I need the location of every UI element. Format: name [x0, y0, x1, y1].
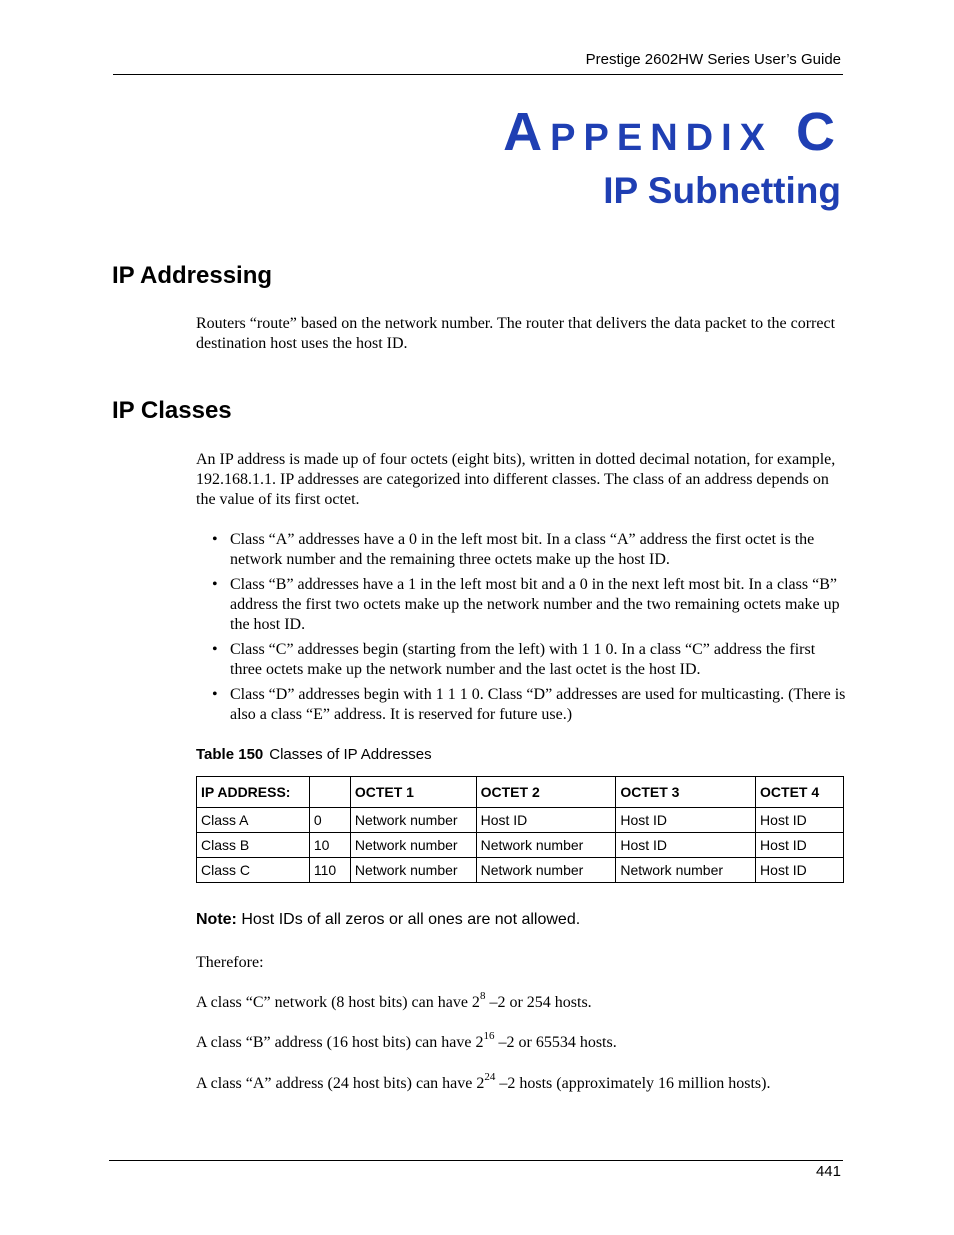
host-count-text: A class “A” address (24 host bits) can have 2	[196, 1075, 485, 1092]
bullet-class-c: • Class “C” addresses begin (starting from the left) with 1 1 0. In a class “C” address the first three octets make up the network number and the last octet is the host ID.	[196, 640, 846, 680]
table-header-cell: OCTET 4	[756, 777, 844, 808]
host-count-class-b	[196, 1029, 846, 1053]
ip-classes-table	[196, 776, 844, 883]
table-cell: Network number	[476, 858, 616, 883]
header-rule	[113, 74, 843, 75]
host-count-text: A class “C” network (8 host bits) can have 2	[196, 994, 480, 1011]
section-heading-ip-addressing: IP Addressing	[112, 262, 273, 289]
table-cell: Host ID	[616, 808, 756, 833]
host-count-exponent: 16	[483, 1029, 495, 1042]
table-cell: 0	[309, 808, 350, 833]
table-header-cell: IP ADDRESS:	[197, 777, 310, 808]
page-number: 441	[815, 1163, 841, 1180]
host-count-text: A class “B” address (16 host bits) can have 2	[196, 1034, 484, 1051]
table-cell: Host ID	[476, 808, 616, 833]
host-count-text: –2 or 254 hosts.	[485, 994, 592, 1011]
running-header: Prestige 2602HW Series User’s Guide	[585, 51, 841, 68]
appendix-label: Appendix C	[503, 102, 843, 162]
bullet-class-a: • Class “A” addresses have a 0 in the left most bit. In a class “A” address the first octet is the network number and the remaining three octets make up the host ID.	[196, 530, 846, 570]
table-row	[197, 833, 844, 858]
table-header-cell: OCTET 1	[350, 777, 476, 808]
table-cell: 10	[309, 833, 350, 858]
table-header-cell: OCTET 3	[616, 777, 756, 808]
table-caption-label: Table 150	[196, 746, 264, 763]
table-header-cell	[309, 777, 350, 808]
table-cell: Network number	[350, 858, 476, 883]
table-caption	[196, 746, 432, 763]
therefore-text: Therefore:	[196, 954, 264, 971]
section-heading-ip-classes: IP Classes	[112, 397, 232, 424]
table-cell: 110	[309, 858, 350, 883]
host-count-exponent: 8	[479, 989, 486, 1002]
note-text: Host IDs of all zeros or all ones are not allowed.	[241, 911, 581, 928]
table-cell: Host ID	[756, 833, 844, 858]
table-cell: Host ID	[756, 858, 844, 883]
host-count-class-c	[196, 989, 846, 1013]
ip-class-bullet-list	[196, 530, 846, 730]
footer-rule	[109, 1160, 843, 1161]
ip-addressing-paragraph: Routers “route” based on the network number. The router that delivers the data packet to the correct destination host uses the host ID.	[196, 315, 836, 352]
table-row	[197, 808, 844, 833]
host-count-text: –2 or 65534 hosts.	[494, 1034, 617, 1051]
bullet-class-b: • Class “B” addresses have a 1 in the left most bit and a 0 in the next left most bit. In a class “B” address the first two octets make up the network number and the two remaining octets make up the host ID.	[196, 575, 846, 635]
table-row	[197, 858, 844, 883]
table-cell: Class A	[197, 808, 310, 833]
table-caption-text: Classes of IP Addresses	[269, 746, 432, 763]
bullet-class-d: • Class “D” addresses begin with 1 1 1 0. Class “D” addresses are used for multicasting. (There is also a class “E” address. It is reserved for future use.)	[196, 685, 846, 725]
table-header-cell: OCTET 2	[476, 777, 616, 808]
table-cell: Host ID	[756, 808, 844, 833]
table-cell: Host ID	[616, 833, 756, 858]
host-count-class-a	[196, 1070, 846, 1094]
chapter-title: IP Subnetting	[603, 170, 841, 211]
table-cell: Class B	[197, 833, 310, 858]
table-cell: Network number	[616, 858, 756, 883]
table-header-row	[197, 777, 844, 808]
note-label: Note:	[196, 911, 237, 928]
ip-classes-intro-paragraph: An IP address is made up of four octets (eight bits), written in dotted decimal notation, for example, 192.168.1.1. IP addresses are categorized into different classes. The class of an address depends on the value of its first octet.	[196, 451, 836, 508]
table-cell: Class C	[197, 858, 310, 883]
table-cell: Network number	[350, 833, 476, 858]
table-cell: Network number	[350, 808, 476, 833]
host-count-exponent: 24	[484, 1070, 496, 1083]
note	[196, 911, 580, 929]
host-count-text: –2 hosts (approximately 16 million hosts).	[495, 1075, 771, 1092]
table-cell: Network number	[476, 833, 616, 858]
